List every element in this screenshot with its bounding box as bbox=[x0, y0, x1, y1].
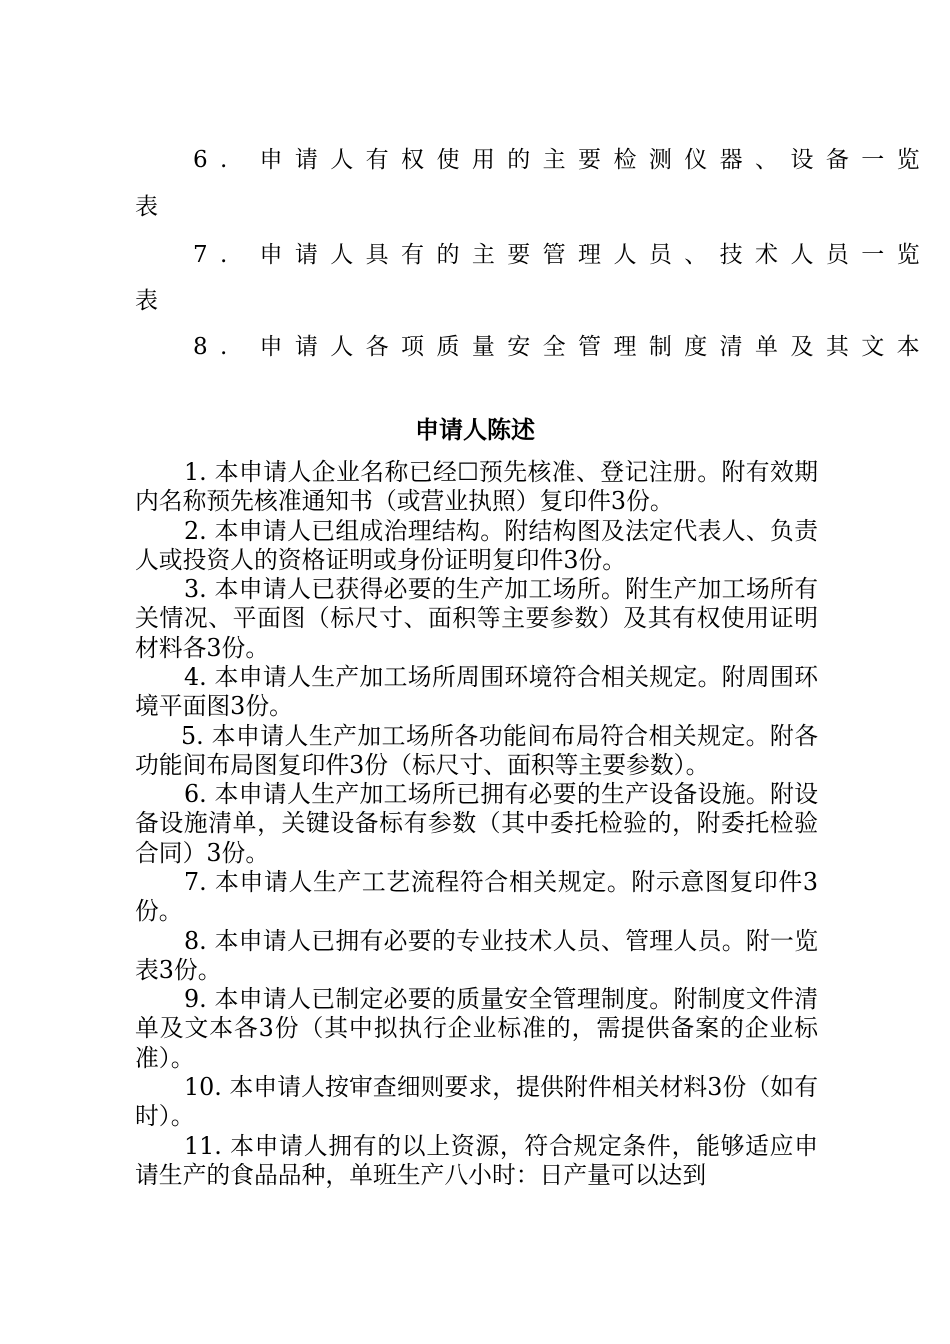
statement-paragraph-5: 5. 本申请人生产加工场所各功能间布局符合相关规定。附各功能间布局图复印件3份（标尺寸、面积等主要参数）。 bbox=[135, 721, 818, 779]
statement-paragraph-10: 10. 本申请人按审查细则要求，提供附件相关材料3份（如有时）。 bbox=[135, 1072, 818, 1131]
statement-paragraph-1: 1. 本申请人企业名称已经☐预先核准、登记注册。附有效期内名称预先核准通知书（或营业执照）复印件3份。 bbox=[135, 458, 818, 516]
attachment-item-7: 7. 申请人具有的主要管理人员、技术人员一览 bbox=[193, 242, 933, 268]
statement-paragraph-2: 2. 本申请人已组成治理结构。附结构图及法定代表人、负责人或投资人的资格证明或身份证明复印件3份。 bbox=[135, 516, 818, 574]
statement-paragraph-4: 4. 本申请人生产加工场所周围环境符合相关规定。附周围环境平面图3份。 bbox=[135, 662, 818, 721]
statement-paragraph-3: 3. 本申请人已获得必要的生产加工场所。附生产加工场所有关情况、平面图（标尺寸、面积等主要参数）及其有权使用证明材料各3份。 bbox=[135, 575, 818, 662]
statement-paragraph-7: 7. 本申请人生产工艺流程符合相关规定。附示意图复印件3份。 bbox=[135, 867, 818, 926]
attachment-item-8: 8. 申请人各项质量安全管理制度清单及其文本 bbox=[193, 334, 933, 360]
attachment-item-6-continuation: 表 bbox=[135, 194, 171, 220]
statement-paragraph-11: 11. 本申请人拥有的以上资源，符合规定条件，能够适应申请生产的食品品种，单班生产八小时：日产量可以达到 bbox=[135, 1131, 818, 1189]
statement-paragraph-6: 6. 本申请人生产加工场所已拥有必要的生产设备设施。附设备设施清单，关键设备标有参数（其中委托检验的，附委托检验合同）3份。 bbox=[135, 780, 818, 867]
attachment-item-7-continuation: 表 bbox=[135, 288, 171, 314]
statement-body bbox=[135, 458, 818, 1190]
statement-title: 申请人陈述 bbox=[415, 415, 535, 444]
statement-paragraph-9: 9. 本申请人已制定必要的质量安全管理制度。附制度文件清单及文本各3份（其中拟执行企业标准的，需提供备案的企业标准）。 bbox=[135, 985, 818, 1072]
attachment-item-6: 6. 申请人有权使用的主要检测仪器、设备一览 bbox=[193, 147, 933, 173]
statement-paragraph-8: 8. 本申请人已拥有必要的专业技术人员、管理人员。附一览表3份。 bbox=[135, 926, 818, 984]
